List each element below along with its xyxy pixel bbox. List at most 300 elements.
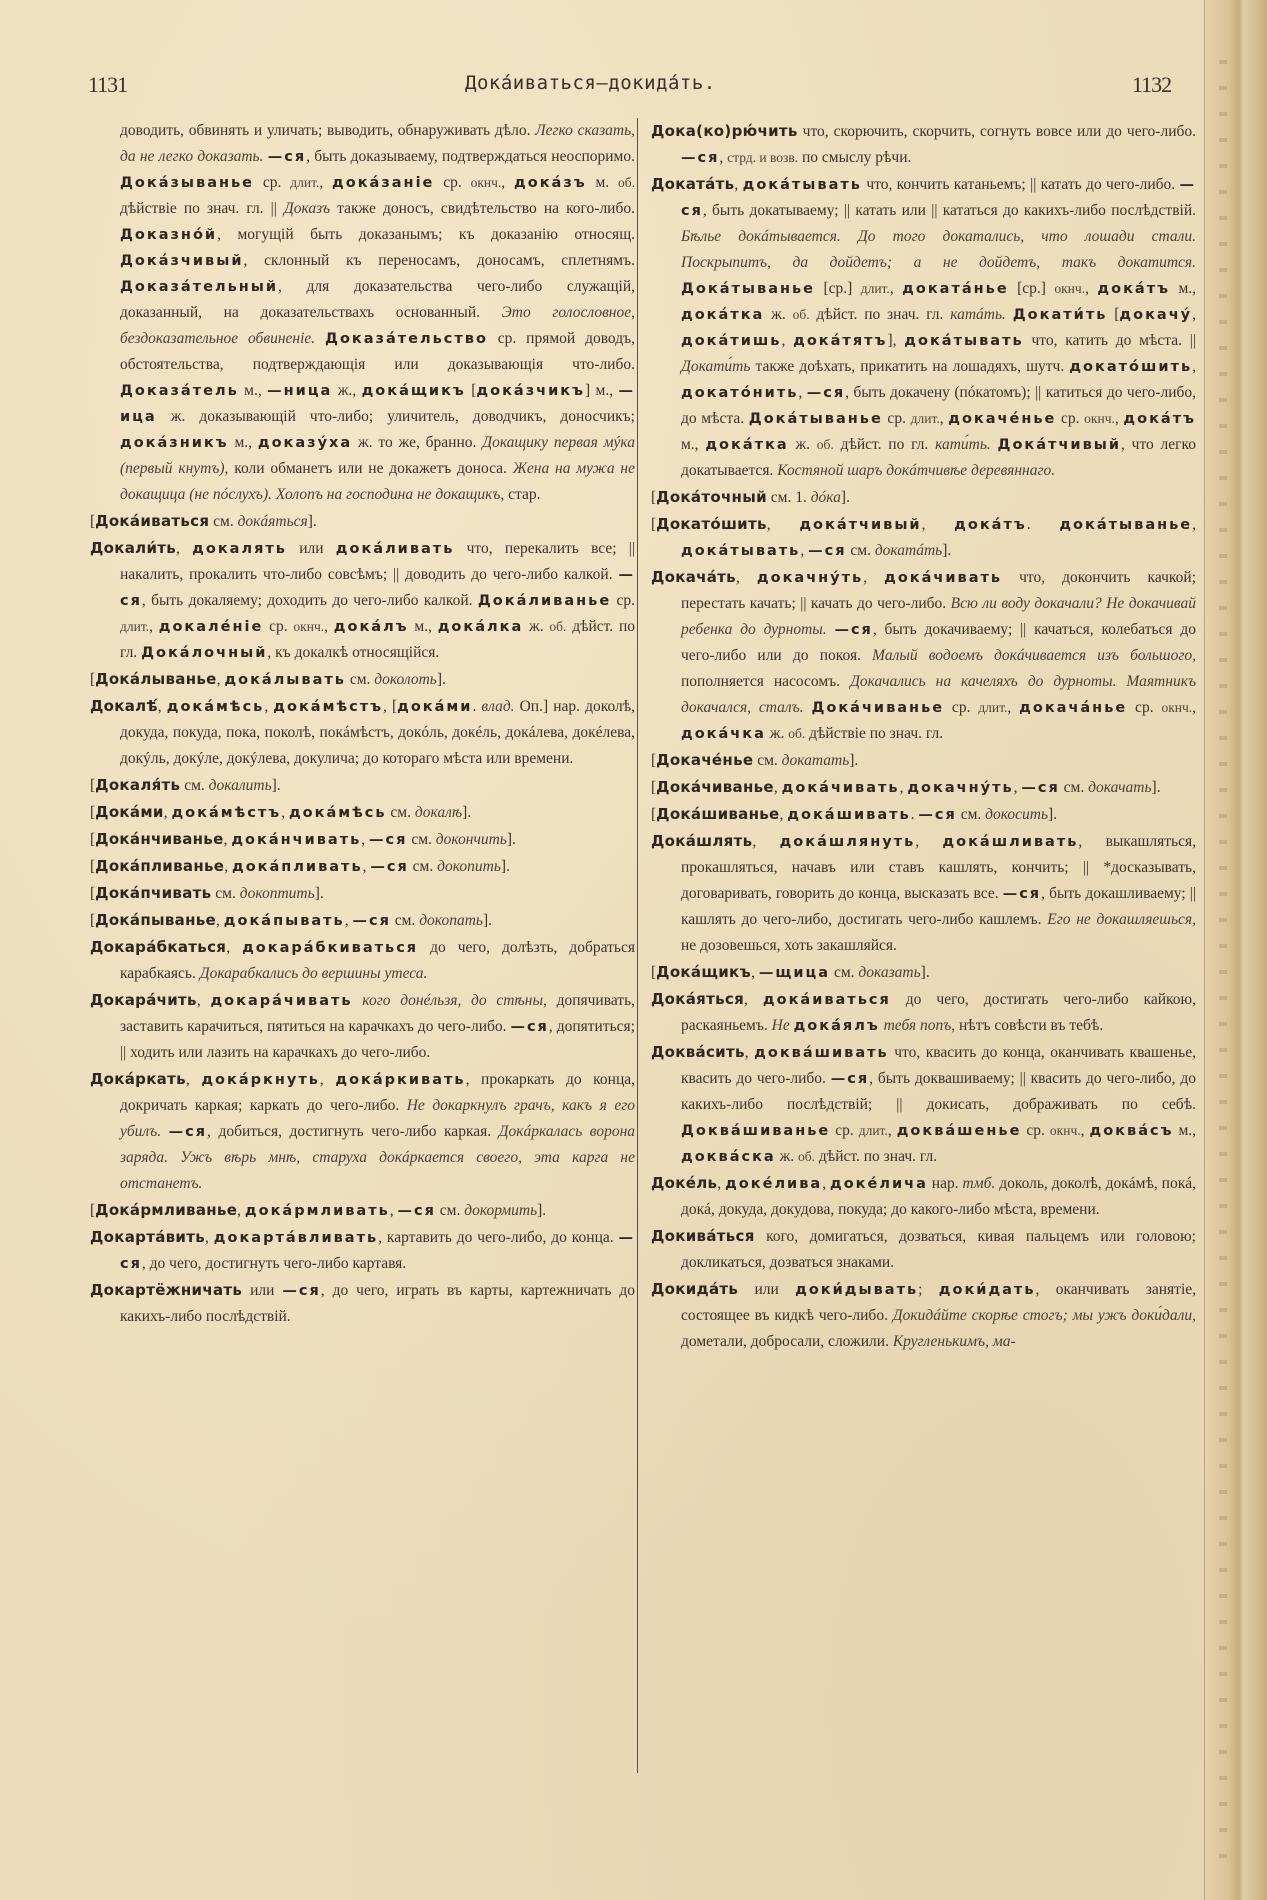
entry-example: Не <box>771 1017 790 1034</box>
entry-form: докáшлянуть <box>779 834 916 850</box>
entry-form: Доказáтельный <box>120 279 279 295</box>
entry-example: докормить <box>464 1202 538 1219</box>
entry-headword: Докартáвить <box>90 1228 206 1246</box>
entry-example: катáть. <box>950 306 1006 323</box>
entry-form: докáтишь <box>681 333 782 349</box>
entry-text <box>353 992 363 1009</box>
entry-text: коли обманетъ или не докажетъ доноса. <box>228 460 513 477</box>
entry-form: Доказáтель <box>120 383 239 399</box>
entry-form: докáркивать <box>335 1072 466 1088</box>
entry-headword: Докáщикъ <box>656 963 752 981</box>
entry-text: , <box>501 174 515 191</box>
entry-text: , <box>185 1071 202 1088</box>
entry-text: , добиться, достигнуть чего-либо каркая. <box>207 1123 499 1140</box>
dictionary-entry <box>90 535 635 666</box>
entry-form: докáтъ <box>1123 411 1197 427</box>
entry-form: —ся <box>681 150 720 166</box>
dictionary-entry <box>90 799 635 826</box>
entry-headword: Докáпчивать <box>95 884 212 902</box>
entry-text: по смыслу рѣчи. <box>798 149 912 166</box>
entry-text: , <box>800 542 809 559</box>
entry-text: ж. <box>765 725 789 742</box>
entry-form: Докáзчивый <box>120 253 244 269</box>
dictionary-entry <box>90 1224 635 1277</box>
entry-headword: Докивáться <box>651 1227 755 1245</box>
entry-example: Докидáйте скорѣе стогъ; мы ужъ доки́дали, <box>892 1307 1196 1324</box>
entry-headword: Докáркать <box>90 1070 186 1088</box>
entry-text: доколь, доколѣ, докáмѣ, покá, докá, докуда, докудова, покуда; до какого-либо мѣста, времени. <box>681 1175 1196 1218</box>
entry-text: , <box>781 332 794 349</box>
left-column <box>90 118 635 1330</box>
entry-form: Докати́ть <box>1012 307 1108 323</box>
entry-example: докоптить <box>239 885 315 902</box>
entry-form: докáялъ <box>793 1018 880 1034</box>
entry-form: докáшливать <box>942 834 1079 850</box>
entry-text: , быть доказываему, подтверждаться неоспоримо. <box>306 148 635 165</box>
entry-headword: Докáточный <box>656 488 767 506</box>
entry-headword: Докáми <box>95 803 164 821</box>
entry-text: , до чего, играть въ карты, картежничать до какихъ-либо послѣдствій. <box>120 1282 635 1325</box>
entry-example: докопать <box>419 912 483 929</box>
entry-form: —ся <box>808 543 847 559</box>
entry-example: Докарабкались до вершины утеса. <box>199 965 428 982</box>
entry-form: Докáзыванье <box>120 175 255 191</box>
entry-example: докопить <box>437 858 501 875</box>
entry-text: ср. прямой доводъ, обстоятельства, подтверждающія или доказывающія что-либо. <box>120 330 635 373</box>
dictionary-entry <box>651 1223 1196 1276</box>
entry-text: , <box>1013 779 1022 796</box>
entry-text: , <box>389 1202 398 1219</box>
dictionary-entry <box>651 511 1196 564</box>
entry-form: докáчка <box>681 726 766 742</box>
entry-text: , стар. <box>500 486 541 503</box>
entry-text: до чего, достигать чего-либо кайкою, раскаяньемъ. <box>681 991 1196 1034</box>
entry-headword: Докáшлять <box>651 832 753 850</box>
entry-text: см. <box>407 831 436 848</box>
entry-form: —ница <box>267 383 333 399</box>
entry-text: . <box>1026 516 1060 533</box>
entry-form: докéлива <box>725 1176 823 1192</box>
entry-text: , <box>751 964 759 981</box>
entry-text <box>1006 306 1013 323</box>
entry-example: докатать <box>781 752 850 769</box>
entry-text: , <box>939 410 949 427</box>
entry-text: , картавить до чего-либо, до конца. <box>378 1229 619 1246</box>
entry-text: также доѣхать, прикатить на лошадяхъ, шутч. <box>750 358 1070 375</box>
entry-abbrev: длит. <box>858 1123 888 1138</box>
entry-text: , <box>822 1175 830 1192</box>
entry-text: [ <box>90 671 96 688</box>
entry-headword: Докáяться <box>651 990 745 1008</box>
entry-form: докáтка <box>705 437 789 453</box>
entry-text: , <box>752 833 780 850</box>
entry-abbrev: окнч. <box>1054 281 1086 296</box>
entry-text: см. <box>386 804 415 821</box>
entry-example: Малый водоемъ докáчивается изъ большого, <box>872 647 1196 664</box>
entry-text: , <box>362 858 371 875</box>
entry-example: докалить <box>208 777 272 794</box>
entry-text <box>315 330 325 347</box>
entry-example: Докати́ть <box>681 358 751 375</box>
entry-text: , склонный къ переносамъ, доносамъ, сплетнямъ. <box>243 252 635 269</box>
entry-form: докатóшить <box>1069 359 1193 375</box>
entry-form: докáтятъ <box>793 333 888 349</box>
entry-form: —щица <box>758 965 831 981</box>
entry-text: , <box>734 176 743 193</box>
entry-form: докáмѣсь <box>166 699 265 715</box>
entry-form: докачнýть <box>907 780 1014 796</box>
entry-example: докалѣ <box>414 804 463 821</box>
entry-text: , для доказательства чего-либо служащій, доказанный, на доказательствахъ основанный. <box>120 278 635 321</box>
entry-headword: Докáпливанье <box>95 857 225 875</box>
entry-text: ж., <box>332 382 362 399</box>
entry-text: ср. <box>611 592 635 609</box>
entry-text: , прокаркать до конца, докричать каркая; каркать до чего-либо. <box>120 1071 635 1114</box>
entry-text: , <box>719 149 728 166</box>
entry-text: ]. <box>506 831 516 848</box>
entry-text: , быть докашливаему; || кашлять до чего-либо, достигать чего-либо кашлемъ. <box>681 885 1196 928</box>
entry-text: ]. <box>500 858 510 875</box>
entry-text: , <box>281 804 289 821</box>
entry-text: , <box>224 858 232 875</box>
page-number-left: 1131 <box>88 72 128 97</box>
entry-text: см. <box>830 964 859 981</box>
dictionary-entry <box>651 828 1196 959</box>
entry-text: , <box>899 779 908 796</box>
entry-text: ; <box>918 1281 939 1298</box>
entry-text: также доносъ, свидѣтельство на кого-либо. <box>330 200 635 217</box>
entry-text: ] м., <box>584 382 619 399</box>
entry-text: , <box>216 671 225 688</box>
entry-text: . <box>472 698 482 715</box>
entry-form: Докáтчивый <box>997 437 1122 453</box>
dictionary-entry <box>90 508 635 535</box>
entry-text: , <box>223 831 232 848</box>
entry-headword: Доквáсить <box>651 1043 745 1061</box>
dictionary-entry <box>651 1170 1196 1223</box>
entry-example: тебя попъ <box>883 1017 952 1034</box>
entry-text: , <box>744 991 763 1008</box>
entry-form: докáтъ <box>954 517 1027 533</box>
entry-text: , <box>149 618 159 635</box>
entry-text: [ <box>651 779 657 796</box>
entry-text: ср. <box>1127 699 1162 716</box>
entry-text: , <box>1007 699 1020 716</box>
entry-text: дѣйст. по знач. гл. <box>809 306 951 323</box>
entry-text: , могущій быть доказанымъ; къ доказанію относящ. <box>217 226 635 243</box>
entry-abbrev: об. <box>798 1149 816 1164</box>
entry-text: [ <box>90 1202 96 1219</box>
entry-text: [ <box>90 912 96 929</box>
dictionary-entry <box>651 1039 1196 1170</box>
entry-text: , <box>319 1071 336 1088</box>
entry-form: докáркнуть <box>201 1072 320 1088</box>
entry-text: ]. <box>840 489 850 506</box>
entry-headword: Докидáть <box>651 1280 739 1298</box>
entry-headword: Докáрмливанье <box>95 1201 238 1219</box>
entry-headword: Докарáчить <box>90 991 197 1009</box>
entry-example: Докáркалась ворона заряда. Ужъ вѣрь мнѣ, старуха докáркается своего, эта карга не отстанетъ. <box>120 1123 636 1192</box>
dictionary-entry <box>90 934 635 987</box>
entry-abbrev: длит. <box>978 700 1008 715</box>
entry-text: , быть докачену (пóкатомъ); || катиться до чего-либо, до мѣста. <box>681 384 1196 427</box>
entry-headword: Докатáть <box>651 175 735 193</box>
entry-text: м., <box>228 434 258 451</box>
entry-text: ]. <box>1048 806 1058 823</box>
entry-text: дометали, добросали, сложили. <box>681 1333 893 1350</box>
entry-text: , [ <box>383 698 398 715</box>
entry-text: ср. <box>263 618 294 635</box>
entry-form: Докáтыванье <box>681 281 815 297</box>
entry-text: [ <box>90 858 96 875</box>
entry-form: —ся <box>681 177 1197 219</box>
entry-text: [ <box>90 831 96 848</box>
entry-headword: Докатóшить <box>656 515 767 533</box>
entry-form: докáпливать <box>232 859 363 875</box>
entry-text: , <box>216 912 224 929</box>
dictionary-entry <box>651 484 1196 511</box>
entry-text: , <box>863 569 885 586</box>
entry-text: , <box>1192 358 1196 375</box>
entry-text: . <box>910 806 919 823</box>
entry-form: докáлка <box>437 619 524 635</box>
entry-text: ]. <box>920 964 930 981</box>
dictionary-entry <box>90 693 635 772</box>
entry-text: что, скорючить, скорчить, согнуть вовсе или до чего-либо. <box>797 123 1196 140</box>
dictionary-entry <box>90 666 635 693</box>
entry-text: ср. <box>434 174 471 191</box>
dictionary-entry <box>651 118 1196 171</box>
entry-text: см. 1. <box>766 489 811 506</box>
entry-headword: Докáпыванье <box>95 911 217 929</box>
entry-form: докáливать <box>335 541 455 557</box>
entry-abbrev: длит. <box>910 411 940 426</box>
entry-text: или <box>286 540 336 557</box>
dictionary-entry <box>90 853 635 880</box>
entry-example: доколоть <box>374 671 437 688</box>
entry-form: Доквáшиванье <box>681 1123 831 1139</box>
entry-headword: Докартёжничать <box>90 1281 243 1299</box>
entry-form: —ся <box>352 913 391 929</box>
entry-text: , <box>887 1122 897 1139</box>
entry-text: дѣйствіе по знач. гл. || <box>120 200 284 217</box>
entry-form: —ся <box>510 1019 549 1035</box>
entry-text: , быть докатываему; || катать или || кататься до какихъ-либо послѣдствій. <box>702 202 1196 219</box>
dictionary-entry <box>651 801 1196 828</box>
entry-text: , <box>324 618 334 635</box>
entry-text: см. <box>211 885 240 902</box>
entry-headword: Докарáбкаться <box>90 938 227 956</box>
entry-text: ]. <box>271 777 281 794</box>
entry-text: см. <box>753 752 782 769</box>
entry-text: , <box>773 779 782 796</box>
entry-form: —ся <box>370 859 409 875</box>
dictionary-entry <box>90 1066 635 1197</box>
entry-example: кого донéльзя, до стѣны, <box>362 992 547 1009</box>
entry-text: [ <box>90 777 96 794</box>
dictionary-entry <box>651 564 1196 747</box>
entry-text: , быть доквашиваему; || квасить до чего-либо, до какихъ-либо послѣдствій; || докисать, дображивать по себѣ. <box>681 1070 1197 1113</box>
entry-abbrev: об. <box>549 619 567 634</box>
entry-headword: Докачéнье <box>656 751 754 769</box>
dictionary-entry <box>90 987 635 1066</box>
entry-headword: Докачáть <box>651 568 736 586</box>
entry-form: докачáнье <box>1019 700 1128 716</box>
entry-example: Легко сказать, да не легко доказать. <box>120 122 635 165</box>
entry-form: Докáливанье <box>477 593 612 609</box>
entry-text: ср. <box>830 1122 859 1139</box>
entry-text: см. <box>846 542 875 559</box>
entry-form: —ся <box>397 1203 436 1219</box>
dictionary-entry <box>90 772 635 799</box>
entry-headword: Докéль <box>651 1174 718 1192</box>
entry-text: м., <box>1170 280 1197 297</box>
page-number-right: 1132 <box>1132 72 1172 97</box>
entry-text: [ <box>651 964 657 981</box>
entry-text: , <box>226 939 243 956</box>
entry-text: см. <box>180 777 209 794</box>
entry-text: , <box>779 806 788 823</box>
entry-text: доводить, обвинять и уличать; выводить, обнаруживать дѣло. <box>120 122 536 139</box>
entry-form: —ся <box>168 1124 208 1140</box>
entry-headword: Докáнчиванье <box>95 830 224 848</box>
entry-abbrev: об. <box>618 175 636 190</box>
entry-text: до чего, долѣзть, добраться карабкаясь. <box>120 939 636 982</box>
entry-text: м., <box>238 382 268 399</box>
entry-text: см. <box>390 912 420 929</box>
page-header <box>0 72 1172 102</box>
entry-abbrev: окнч. <box>1049 1123 1081 1138</box>
entry-text: ср. <box>882 410 911 427</box>
entry-text: ж. <box>788 436 817 453</box>
entry-form: —ся <box>267 149 307 165</box>
entry-text: ср. <box>944 699 979 716</box>
entry-text: , <box>744 1044 755 1061</box>
entry-text: см. <box>956 806 986 823</box>
entry-example: тмб. <box>962 1175 996 1192</box>
entry-text: или <box>738 1281 796 1298</box>
entry-form: —ся <box>120 1230 636 1272</box>
entry-form: докáнчивать <box>231 832 362 848</box>
entry-text: , <box>717 1175 726 1192</box>
dictionary-entry <box>651 774 1196 801</box>
entry-form: докачнýть <box>756 570 864 586</box>
entry-example: влад. <box>481 698 515 715</box>
entry-text: Оп.] нар. доколѣ, докуда, покуда, пока, поколѣ, покáмѣстъ, докóль, докéль, докáлева, докéлева, докýль, докýле, докýлева, докулича; до котораго мѣста или времени. <box>120 698 636 767</box>
entry-abbrev: длит. <box>860 281 890 296</box>
entry-text: , быть докаляему; доходить до чего-либо калкой. <box>141 592 478 609</box>
entry-form: докáиваться <box>762 992 891 1008</box>
entry-text: , <box>1192 699 1197 716</box>
entry-form: доказýха <box>257 435 353 451</box>
entry-text: см. <box>435 1202 465 1219</box>
entry-example: докосить <box>985 806 1049 823</box>
entry-text: [ <box>90 804 96 821</box>
entry-example: Докащику первая мýка (первый кнутъ), <box>120 434 635 477</box>
entry-text: [ <box>651 516 657 533</box>
entry-text: дѣйст. по гл. <box>833 436 936 453</box>
entry-text: , <box>1192 516 1196 533</box>
entry-form: докáтывать <box>681 543 801 559</box>
entry-text: , <box>1085 280 1098 297</box>
entry-headword: Докáлыванье <box>95 670 217 688</box>
entry-example: докончить <box>435 831 507 848</box>
entry-text: , <box>1114 410 1124 427</box>
entry-example: докачать <box>1088 779 1152 796</box>
entry-text: ]. <box>1151 779 1161 796</box>
dictionary-entry <box>90 118 635 508</box>
column-divider <box>637 118 638 1773</box>
entry-text: ж. то же, бранно. <box>352 434 483 451</box>
entry-form: —ся <box>120 567 635 609</box>
entry-form: докáлъ <box>333 619 409 635</box>
entry-headword: Докáиваться <box>95 512 210 530</box>
entry-text: ср. <box>1056 410 1085 427</box>
entry-form: докалéніе <box>158 619 264 635</box>
entry-abbrev: стрд. и возв. <box>727 150 799 165</box>
entry-text: , что легко докатывается. <box>681 436 1197 479</box>
entry-text: [ср.] <box>815 280 861 297</box>
entry-text: , <box>798 384 807 401</box>
entry-form: докатóнить <box>681 385 799 401</box>
dictionary-entry <box>90 826 635 853</box>
entry-text: ж. доказывающій что-либо; уличитель, доводчикъ, доносчикъ; <box>156 408 635 425</box>
entry-text: ж. <box>775 1148 799 1165</box>
entry-text: дѣйст. по гл. <box>120 618 635 661</box>
entry-form: Докáчиванье <box>811 700 945 716</box>
entry-text: ], <box>887 332 905 349</box>
entry-form: докáзъ <box>514 175 587 191</box>
entry-text: [ <box>651 752 657 769</box>
entry-abbrev: окнч. <box>1161 700 1193 715</box>
dictionary-entry <box>90 880 635 907</box>
entry-form: докáщикъ <box>361 383 466 399</box>
entry-text: допячивать, заставить карачиться, пятиться на карачкахъ до чего-либо. <box>120 992 636 1035</box>
entry-text: , <box>1080 1122 1090 1139</box>
entry-form: доки́дывать <box>795 1282 919 1298</box>
entry-text: нар. <box>927 1175 963 1192</box>
entry-form: докачéнье <box>948 411 1057 427</box>
entry-text: ]. <box>482 912 493 929</box>
dictionary-entry <box>90 907 635 934</box>
entry-text: ]. <box>436 671 446 688</box>
entry-form: докáтывать <box>742 177 862 193</box>
entry-form: докартáвливать <box>213 1230 379 1246</box>
entry-form: —ся <box>282 1283 321 1299</box>
entry-text: см. <box>345 671 375 688</box>
entry-text: ]. <box>942 542 952 559</box>
entry-text: дѣйст. по знач. гл. <box>815 1148 938 1165</box>
entry-example: докатáть <box>874 542 943 559</box>
entry-text: [ <box>465 382 477 399</box>
entry-text: , <box>766 516 800 533</box>
entry-form: —ся <box>834 622 873 638</box>
entry-form: —ся <box>1002 886 1042 902</box>
entry-text: , допятиться; || ходить или лазить на карачкахъ до чего-либо. <box>120 1018 635 1061</box>
entry-text: м. <box>586 174 619 191</box>
entry-headword: Докáшиванье <box>656 805 780 823</box>
entry-form: доки́дать <box>938 1282 1036 1298</box>
entry-form: —ся <box>918 807 957 823</box>
entry-example: Доказъ <box>283 200 331 217</box>
entry-text: что, перекалить все; || накалить, прокалить что-либо совсѣмъ; || доводить до чего-либо калкой. <box>120 540 635 583</box>
dictionary-entry <box>90 1277 635 1330</box>
entry-text: что, докончить качкой; перестать качать; || качать до чего-либо. <box>681 569 1196 612</box>
entry-form: доквáска <box>681 1149 776 1165</box>
entry-example: Жена на мужа не докащица (не пóслухъ). Холопъ на господина не докащикъ <box>120 460 635 503</box>
entry-text: , выкашляться, прокашляться, начавъ или ставъ кашлять, кончить; || *досказывать, договаривать, говорить до конца, высказать все. <box>681 833 1196 902</box>
entry-form: доквáшенье <box>896 1123 1022 1139</box>
